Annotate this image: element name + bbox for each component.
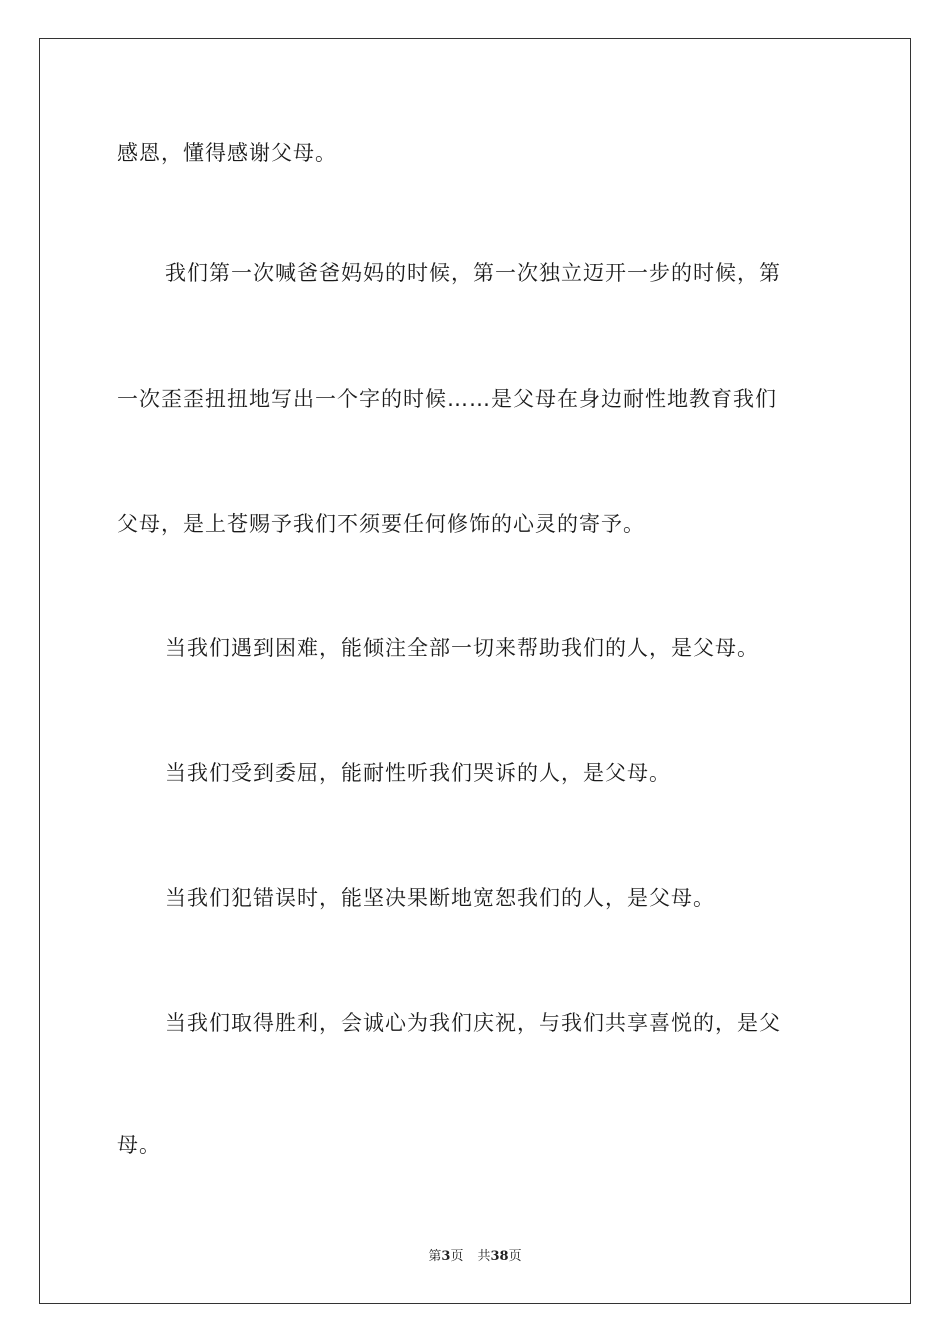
page-number: 3 <box>441 1249 451 1264</box>
page-footer <box>0 1248 950 1266</box>
text-line: 我们第一次喊爸爸妈妈的时候，第一次独立迈开一步的时候，第 <box>165 261 781 285</box>
total-prefix: 共 <box>477 1249 491 1264</box>
text-line: 母。 <box>117 1133 161 1157</box>
text-line: 当我们取得胜利，会诚心为我们庆祝，与我们共享喜悦的，是父 <box>165 1011 781 1035</box>
page-prefix: 第 <box>428 1249 442 1264</box>
text-line: 当我们受到委屈，能耐性听我们哭诉的人，是父母。 <box>165 761 671 785</box>
text-line: 当我们犯错误时，能坚决果断地宽恕我们的人，是父母。 <box>165 886 715 910</box>
total-pages: 38 <box>490 1249 509 1264</box>
page-suffix: 页 <box>450 1249 464 1264</box>
text-line: 当我们遇到困难，能倾注全部一切来帮助我们的人，是父母。 <box>165 636 759 660</box>
text-line: 父母，是上苍赐予我们不须要任何修饰的心灵的寄予。 <box>117 512 645 536</box>
total-suffix: 页 <box>508 1249 522 1264</box>
text-line: 感恩，懂得感谢父母。 <box>117 141 337 165</box>
page-border <box>39 38 911 1304</box>
text-line: 一次歪歪扭扭地写出一个字的时候……是父母在身边耐性地教育我们 <box>117 387 777 411</box>
